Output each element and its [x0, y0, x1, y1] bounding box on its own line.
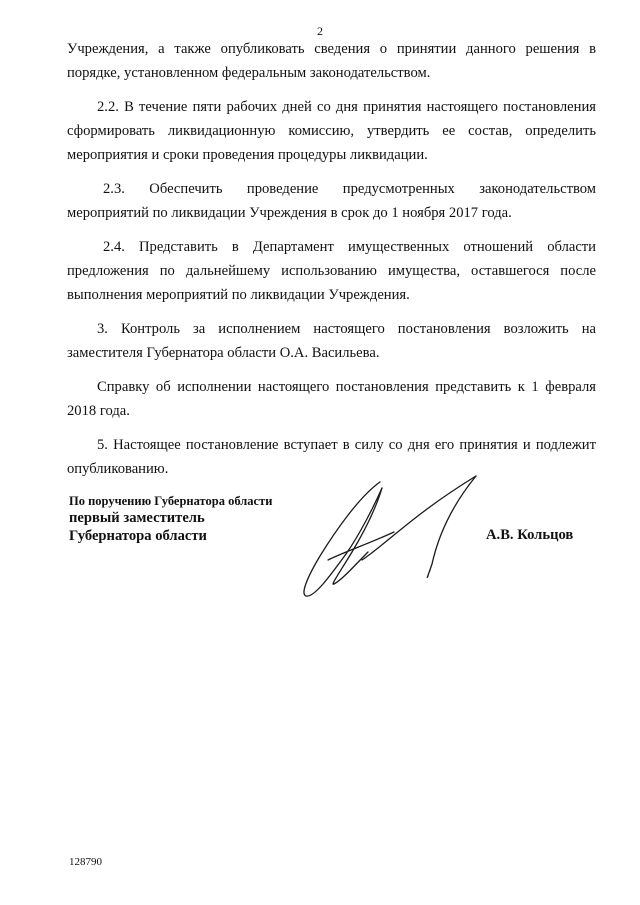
paragraph-3: 3. Контроль за исполнением настоящего постановления возложить на заместителя Губернатора области О.А. Васильева.: [67, 321, 596, 361]
paragraph-4: Справку об исполнении настоящего постановления представить к 1 февраля 2018 года.: [67, 379, 596, 419]
signatory-position-line1: первый заместитель: [69, 510, 205, 526]
signatory-title-block: [69, 493, 272, 545]
signatory-position-line2: Губернатора области: [69, 528, 207, 544]
signatory-authority-line: По поручению Губернатора области: [69, 494, 273, 508]
document-code: 128790: [69, 856, 102, 868]
paragraph-continuation: Учреждения, а также опубликовать сведения о принятии данного решения в порядке, установленном федеральным законодательством.: [67, 41, 596, 81]
signatory-name: А.В. Кольцов: [486, 527, 574, 543]
handwritten-signature: [290, 468, 490, 608]
paragraph-2-2: 2.2. В течение пяти рабочих дней со дня принятия настоящего постановления сформировать ликвидационную комиссию, утвердить ее состав, определить мероприятия и сроки проведения процедуры ликвидации.: [67, 99, 596, 163]
paragraph-2-3: 2.3. Обеспечить проведение предусмотренных законодательством мероприятий по ликвидации Учреждения в срок до 1 ноября 2017 года.: [67, 181, 596, 221]
paragraph-5: 5. Настоящее постановление вступает в силу со дня его принятия и подлежит опубликованию.: [67, 437, 596, 477]
document-body: [67, 37, 596, 491]
page-number: 2: [317, 24, 323, 38]
paragraph-2-4: 2.4. Представить в Департамент имущественных отношений области предложения по дальнейшему использованию имущества, оставшегося после выполнения мероприятий по ликвидации Учреждения.: [67, 239, 596, 303]
